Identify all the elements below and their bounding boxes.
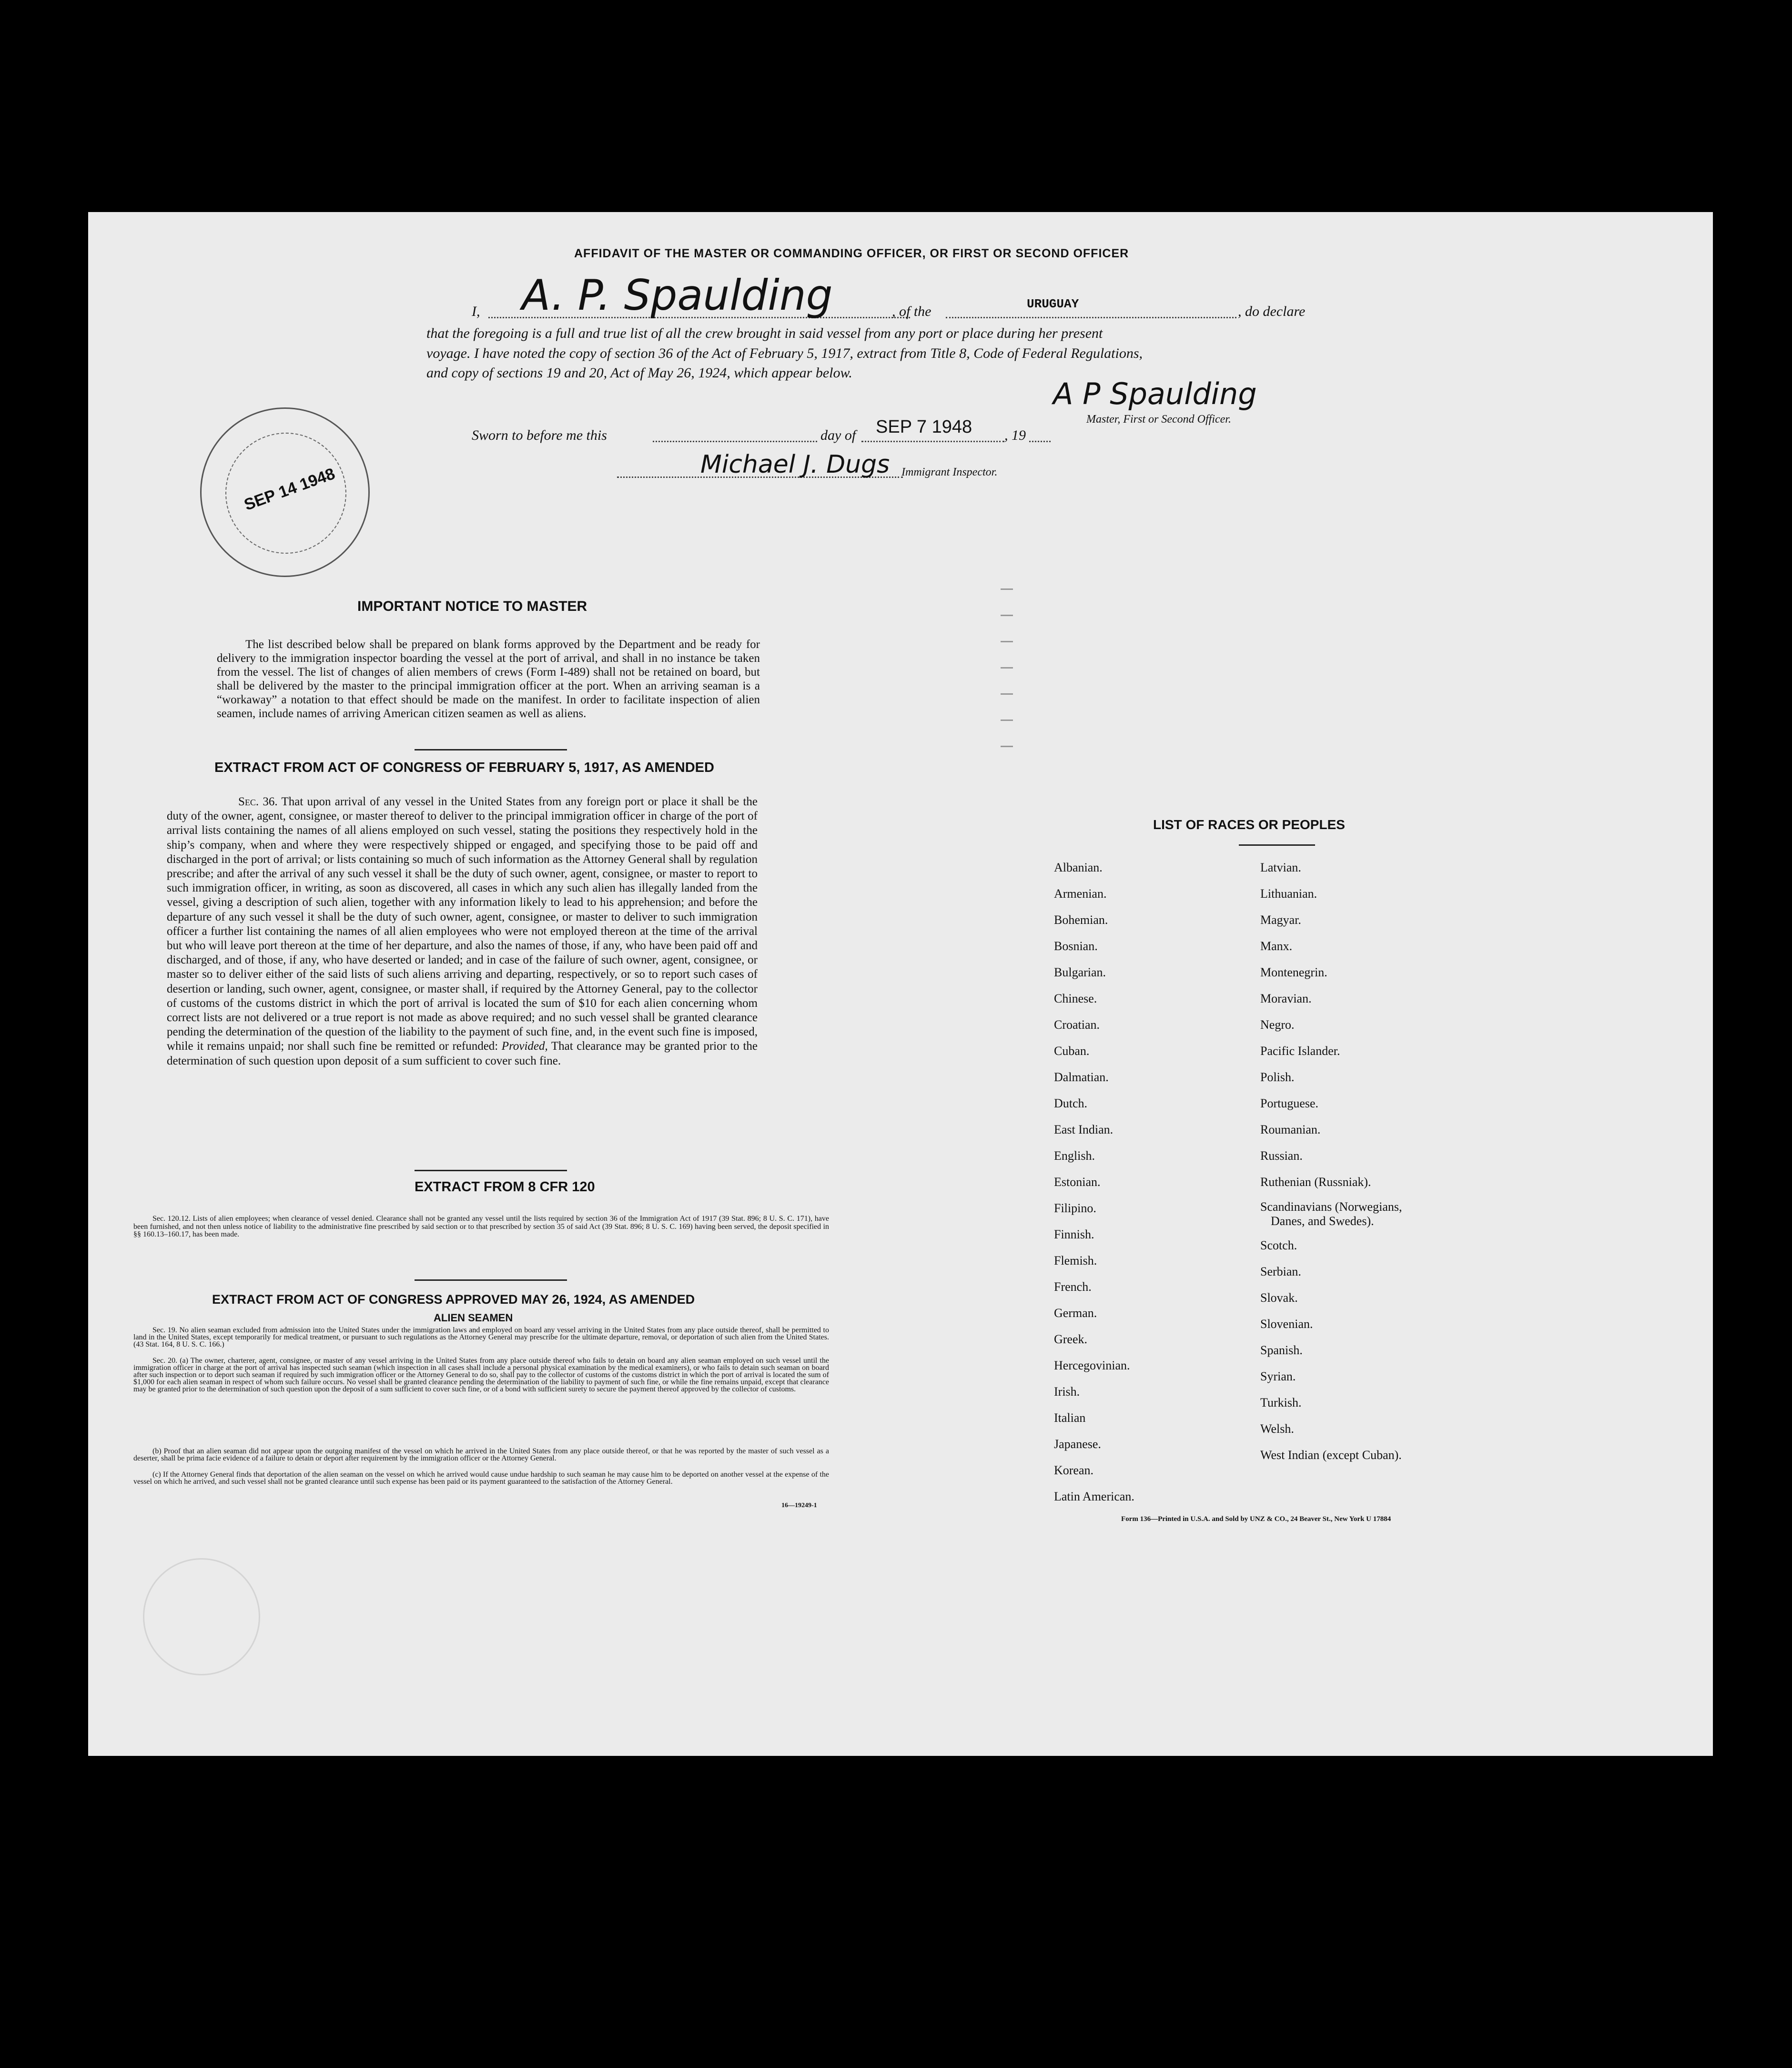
race-item: Magyar. xyxy=(1260,913,1301,927)
extract-cfr-title: EXTRACT FROM 8 CFR 120 xyxy=(415,1179,595,1195)
extract-1917-text xyxy=(167,795,758,1068)
i-label: I, xyxy=(472,304,480,319)
affidavit-heading: AFFIDAVIT OF THE MASTER OR COMMANDING OFFICER, OR FIRST OR SECOND OFFICER xyxy=(574,247,1129,260)
affidavit-line-4: and copy of sections 19 and 20, Act of May 26, 1924, which appear below. xyxy=(426,365,852,381)
race-item: Serbian. xyxy=(1260,1265,1301,1278)
form-footer: Form 136—Printed in U.S.A. and Sold by UNZ & CO., 24 Beaver St., New York U 17884 xyxy=(1121,1515,1391,1523)
race-item: Syrian. xyxy=(1260,1369,1296,1383)
race-item: East Indian. xyxy=(1054,1123,1114,1136)
notice-text: The list described below shall be prepared on blank forms approved by the Department and be ready for delivery to the immigration inspector boarding the vessel at the port of arrival, and shall in no instance be taken from the vessel. The list of changes of alien members of crews (Form I-489) shall not be retained on board, but shall be delivered by the master to the principal immigration officer at the port. When an arriving seaman is a “workaway” a notation to that effect should be made on the manifest. In order to facilitate inspection of alien seamen, include names of arriving American citizen seamen as well as aliens. xyxy=(217,638,760,720)
vessel-line xyxy=(946,317,1236,318)
race-item: Chinese. xyxy=(1054,992,1097,1005)
race-item: Estonian. xyxy=(1054,1175,1101,1189)
race-item: Italian xyxy=(1054,1411,1086,1425)
race-item: Russian. xyxy=(1260,1149,1303,1163)
year-line xyxy=(1029,441,1051,442)
affidavit-line-2: that the foregoing is a full and true list of all the crew brought in said vessel from any port or place during her present xyxy=(426,325,1103,341)
races-right-column xyxy=(1260,854,1402,1468)
race-item: Dalmatian. xyxy=(1054,1070,1109,1084)
race-item: Welsh. xyxy=(1260,1422,1294,1436)
inspector-signature: Michael J. Dugs xyxy=(700,450,890,479)
race-item: Latvian. xyxy=(1260,861,1301,874)
race-item: Manx. xyxy=(1260,939,1293,953)
race-item: Albanian. xyxy=(1054,861,1103,874)
extract-1924-subtitle: ALIEN SEAMEN xyxy=(434,1312,513,1324)
master-signature: A P Spaulding xyxy=(1053,376,1257,411)
sec-36-body: That upon arrival of any vessel in the United States from any foreign port or place it shall be the duty of the owner, agent, consignee, or master thereof to deliver to the principal immigration officer in charge of the port of arrival lists containing the names of all aliens employed on such vessel, stating the positions they respectively hold in the ship’s company, when and where they were respectively shipped or engaged, and specifying those to be paid off and discharged in the port of arrival; or lists containing so much of such information as the Attorney General shall by regulation prescribe; and after the arrival of any such vessel it shall be the duty of such owner, agent, consignee, or master to report to such immigration officer, in writing, as soon as discovered, all cases in which any such alien has illegally landed from the vessel, giving a description of such alien, together with any information likely to lead to his apprehension; and before the departure of any such vessel it shall be the duty of such owner, agent, consignee, or master to deliver to such immigration officer a further list containing the names of all alien employees who were not employed thereon at the time of the arrival but who will leave port thereon at the time of her departure, and also the names of those, if any, who have been paid off and discharged, and of those, if any, who have deserted or landed; and in case of the failure of such owner, agent, consignee, or master so to deliver either of the said lists of such aliens arriving and departing, respectively, or so to report such cases of desertion or landing, such owner, agent, consignee, or master shall, if required by the Attorney General, pay to the collector of customs of the customs district in which the port of arrival is located the sum of $10 for each alien concerning whom correct lists are not delivered or a true report is not made as above required; and no such vessel shall be granted clearance pending the determination of the question of the liability to the payment of such fine, and, in the event such fine is imposed, while it remains unpaid; nor shall such fine be remitted or refunded: xyxy=(167,795,758,1053)
sec-20a-text: Sec. 20. (a) The owner, charterer, agent, consignee, or master of any vessel arriving in the United States from any place outside thereof who fails to detain on board any alien seaman employed on such vessel until the immigration officer in charge at the port of arrival has inspected such seaman (which inspection in all cases shall include a personal physical examination by the medical examiners), or who fails to detain such seaman on board after such inspection or to deport such seaman if required by such immigration officer or the Attorney General to do so, shall pay to the collector of customs of the customs district in which the port of arrival is located the sum of $1,000 for each alien seaman in respect of whom such failure occurs. No vessel shall be granted clearance pending the determination of the liability to payment of such fine, or while the fine remains unpaid, except that clearance may be granted prior to the determination of such question upon the deposit of a sum sufficient to cover such fine, or of a bond with sufficient surety to secure the payment thereof approved by the collector of customs. xyxy=(133,1357,829,1393)
race-item: Bulgarian. xyxy=(1054,965,1106,979)
sec-36-label: Sec. 36. xyxy=(238,795,278,808)
vessel-name[interactable]: URUGUAY xyxy=(1027,297,1079,311)
race-item: Croatian. xyxy=(1054,1018,1100,1032)
receipt-stamp xyxy=(200,407,370,577)
race-item: Armenian. xyxy=(1054,887,1107,901)
races-title: LIST OF RACES OR PEOPLES xyxy=(1153,817,1345,832)
race-item: Dutch. xyxy=(1054,1096,1088,1110)
stamp-date: SEP 14 1948 xyxy=(242,465,338,515)
declare-label: , do declare xyxy=(1238,304,1306,319)
affidavit-line-3: voyage. I have noted the copy of section 36 of the Act of February 5, 1917, extract from Title 8, Code of Federal Regulations, xyxy=(426,345,1143,361)
race-item: Scandinavians (Norwegians, xyxy=(1260,1200,1402,1214)
race-item: Flemish. xyxy=(1054,1254,1097,1267)
race-item: Pacific Islander. xyxy=(1260,1044,1340,1058)
race-item: Bohemian. xyxy=(1054,913,1108,927)
extract-1924-title: EXTRACT FROM ACT OF CONGRESS APPROVED MAY 26, 1924, AS AMENDED xyxy=(212,1292,695,1307)
race-item: Latin American. xyxy=(1054,1490,1134,1503)
race-item: Lithuanian. xyxy=(1260,887,1317,901)
race-item: Roumanian. xyxy=(1260,1123,1321,1136)
race-item: Hercegovinian. xyxy=(1054,1358,1130,1372)
extract-1917-title: EXTRACT FROM ACT OF CONGRESS OF FEBRUARY 5, 1917, AS AMENDED xyxy=(214,760,714,775)
extract-cfr-text: Sec. 120.12. Lists of alien employees; when clearance of vessel denied. Clearance shall not be granted any vessel until the lists required by section 36 of the Immigration Act of 1917 (39 Stat. 896; 8 U. S. C. 171), have been furnished, and not then unless notice of liability to the administrative fine prescribed by said section or to that prescribed by section 35 of said Act (39 Stat. 896; 8 U. S. C. 169) having been served, the deposit specified in §§ 160.13–160.17, has been made. xyxy=(133,1215,829,1238)
race-item: Ruthenian (Russniak). xyxy=(1260,1175,1371,1189)
race-item: Montenegrin. xyxy=(1260,965,1327,979)
divider xyxy=(1239,844,1315,846)
of-the-label: , of the xyxy=(892,304,931,319)
race-item: Finnish. xyxy=(1054,1227,1094,1241)
day-of-label: day of xyxy=(820,427,856,443)
race-item: Cuban. xyxy=(1054,1044,1090,1058)
race-item: French. xyxy=(1054,1280,1092,1294)
race-item: Greek. xyxy=(1054,1332,1088,1346)
race-item: Scotch. xyxy=(1260,1238,1297,1252)
race-item: Bosnian. xyxy=(1054,939,1098,953)
sec-20c-text: (c) If the Attorney General finds that deportation of the alien seaman on the vessel on which he arrived would cause undue hardship to such seaman he may cause him to be deported on another vessel at the expense of the vessel on which he arrived, and such vessel shall not be granted clearance until such expense has been paid or its payment guaranteed to the satisfaction of the Attorney General. xyxy=(133,1470,829,1486)
race-item: English. xyxy=(1054,1149,1095,1163)
inspector-label: Immigrant Inspector. xyxy=(901,466,998,478)
divider xyxy=(415,749,567,750)
sworn-day-line xyxy=(653,441,817,442)
divider xyxy=(415,1170,567,1171)
sworn-date-stamp: SEP 7 1948 xyxy=(876,417,972,437)
sec-19-text: Sec. 19. No alien seaman excluded from admission into the United States under the immigration laws and employed on board any vessel arriving in the United States from any place outside thereof, shall be permitted to land in the United States, except temporarily for medical treatment, or pursuant to such regulations as the Attorney General may prescribe for the ultimate departure, removal, or deportation of such alien from the United States. (43 Stat. 164, 8 U. S. C. 166.) xyxy=(133,1326,829,1348)
race-item: Negro. xyxy=(1260,1018,1295,1032)
master-name-handwritten[interactable]: A. P. Spaulding xyxy=(522,271,833,320)
embossed-seal xyxy=(143,1558,260,1675)
race-item: Danes, and Swedes). xyxy=(1271,1214,1374,1228)
race-item: Slovak. xyxy=(1260,1291,1298,1305)
sec-20b-text: (b) Proof that an alien seaman did not appear upon the outgoing manifest of the vessel on which he arrived in the United States from any place outside thereof, or that he was reported by the master of such vessel as a deserter, shall be prima facie evidence of a failure to detain or deport after requirement by the immigration officer or the Attorney General. xyxy=(133,1447,829,1462)
divider xyxy=(415,1279,567,1281)
sworn-label: Sworn to before me this xyxy=(472,427,607,443)
races-left-column xyxy=(1054,854,1134,1510)
master-title: Master, First or Second Officer. xyxy=(1086,413,1231,426)
race-item: West Indian (except Cuban). xyxy=(1260,1448,1402,1462)
race-item: Slovenian. xyxy=(1260,1317,1313,1331)
race-item: Irish. xyxy=(1054,1385,1080,1399)
race-item: German. xyxy=(1054,1306,1097,1320)
race-item: Portuguese. xyxy=(1260,1096,1319,1110)
race-item: Japanese. xyxy=(1054,1437,1101,1451)
race-item: Polish. xyxy=(1260,1070,1295,1084)
form-code: 16—19249-1 xyxy=(781,1502,817,1509)
year-label: , 19 xyxy=(1004,427,1026,443)
race-item: Spanish. xyxy=(1260,1343,1303,1357)
notice-title: IMPORTANT NOTICE TO MASTER xyxy=(357,598,587,614)
race-item: Filipino. xyxy=(1054,1201,1096,1215)
race-item: Korean. xyxy=(1054,1463,1094,1477)
race-item: Moravian. xyxy=(1260,992,1312,1005)
proviso-label: Provided, xyxy=(501,1040,548,1053)
proviso-text: That clearance may be granted prior to the determination of such question upon deposit of a sum sufficient to cover such fine. xyxy=(167,1040,758,1067)
sworn-month-line xyxy=(861,441,1004,442)
race-item: Turkish. xyxy=(1260,1396,1302,1409)
